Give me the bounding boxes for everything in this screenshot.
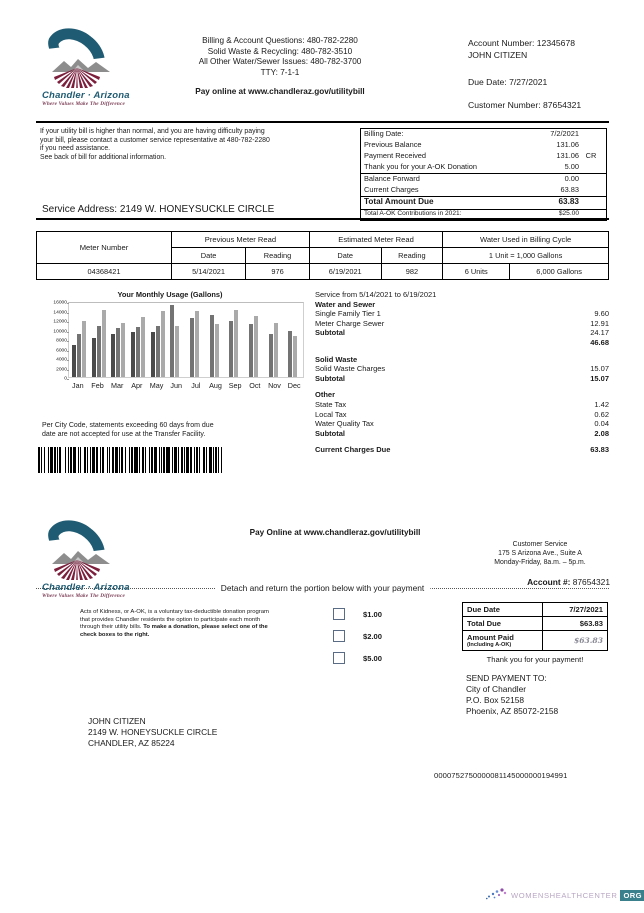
summary-row xyxy=(361,140,606,151)
chart-bar xyxy=(170,305,174,377)
header-divider xyxy=(36,121,609,123)
chart-bar xyxy=(190,318,194,377)
summary-row-label: Payment Received xyxy=(364,151,427,160)
chart-bar xyxy=(156,326,160,377)
send-payment-line-4: Phoenix, AZ 85072-2158 xyxy=(466,706,559,716)
charges-item-label: Water Quality Tax xyxy=(315,419,374,429)
chart-bar xyxy=(254,316,258,377)
summary-row-value: 131.06 xyxy=(556,140,579,149)
charges-subtotal-value: 15.07 xyxy=(590,373,609,383)
chandler-logo-mark-stub xyxy=(42,524,124,580)
chart-bar xyxy=(234,310,238,377)
contact-line-tty: TTY: 7-1-1 xyxy=(260,67,300,77)
charges-item-label: Local Tax xyxy=(315,409,347,419)
summary-row-label: Thank you for your A-OK Donation xyxy=(364,162,477,171)
notice-line-2: your bill, please contact a customer service representative at 480-782-2280 xyxy=(40,136,270,144)
summary-total-value: 63.83 xyxy=(558,197,579,206)
chart-x-label: Jun xyxy=(170,381,182,390)
cell-est-date: 6/19/2021 xyxy=(309,264,381,280)
chart-bar xyxy=(92,338,96,377)
chart-y-tickmark xyxy=(67,341,69,342)
watermark-dots-icon xyxy=(486,888,508,902)
paybox-amount-paid-subtitle: (Including A-OK) xyxy=(467,642,512,648)
chart-y-tick: 2000 xyxy=(56,367,67,372)
th-est-reading: Reading xyxy=(381,248,443,264)
th-water-used: Water Used in Billing Cycle xyxy=(443,232,609,248)
chandler-logo-stub xyxy=(42,524,128,599)
chart-y-tickmark xyxy=(67,360,69,361)
logo-city-name-stub: Chandler · Arizona xyxy=(42,582,130,593)
paybox-amount-paid-title: Amount Paid xyxy=(467,633,514,642)
charges-item-label: Meter Charge Sewer xyxy=(315,318,385,328)
chart-bar-group xyxy=(229,301,238,377)
summary-row xyxy=(361,173,606,185)
chart-bar xyxy=(141,317,145,377)
chart-x-label: Dec xyxy=(287,381,301,390)
chart-bar-group xyxy=(131,301,145,377)
chart-bar-group xyxy=(288,301,297,377)
chart-title: Your Monthly Usage (Gallons) xyxy=(117,290,223,299)
chart-x-label: Apr xyxy=(131,381,143,390)
donation-checkbox-group[interactable] xyxy=(333,603,382,669)
summary-total-label: Total Amount Due xyxy=(364,197,434,206)
chart-x-label: Nov xyxy=(268,381,281,390)
meter-reading-table xyxy=(36,231,609,280)
chandler-logo-mark xyxy=(42,32,124,88)
cs-line-1: Customer Service xyxy=(512,541,568,548)
contact-line-solidwaste: Solid Waste & Recycling: 480-782-3510 xyxy=(207,46,353,56)
th-prev-reading: Reading xyxy=(246,248,310,264)
service-address: Service Address: 2149 W. HONEYSUCKLE CIRCLE xyxy=(42,204,275,215)
charges-line-item xyxy=(315,410,609,420)
chart-note-line-2: date are not accepted for use at the Transfer Facility. xyxy=(42,430,206,438)
chart-x-axis-labels xyxy=(40,381,308,395)
notice-line-3: if you need assistance. xyxy=(40,145,111,153)
chart-y-tickmark xyxy=(67,351,69,352)
chart-y-tick: 16000 xyxy=(53,300,67,306)
chart-note-line-1: Per City Code, statements exceeding 60 days from due xyxy=(42,422,214,429)
summary-row xyxy=(361,185,606,196)
cs-line-3: Monday-Friday, 8a.m. – 5p.m. xyxy=(494,559,586,566)
table-header-row xyxy=(37,232,609,248)
donation-amount-2: $2.00 xyxy=(363,631,383,641)
summary-row-cr: CR xyxy=(585,151,597,160)
chart-bar xyxy=(210,315,214,377)
summary-aok-label: Total A-OK Contributions in 2021: xyxy=(364,210,462,217)
ocr-scanline: 0000752750000081145000000194991 xyxy=(434,771,568,780)
chart-y-tickmark xyxy=(67,379,69,380)
charges-current-due-value: 63.83 xyxy=(590,445,609,455)
chart-bar-group xyxy=(249,301,258,377)
logo-fan-icon xyxy=(54,560,100,580)
charges-subtotal xyxy=(315,328,609,338)
chart-x-label: Jan xyxy=(72,381,84,390)
chart-bar xyxy=(102,310,106,377)
transfer-facility-note xyxy=(42,422,302,439)
charges-heading-other: Other xyxy=(315,390,336,400)
chart-y-tickmark xyxy=(67,322,69,323)
cs-line-2: 175 S Arizona Ave., Suite A xyxy=(498,550,582,557)
chart-bar xyxy=(175,326,179,377)
send-payment-line-3: P.O. Box 52158 xyxy=(466,695,525,705)
chart-bar-group xyxy=(190,301,199,377)
summary-row-label: Balance Forward xyxy=(364,174,420,183)
chart-y-tick: 10000 xyxy=(53,329,67,334)
monthly-usage-chart xyxy=(40,302,308,380)
paybox-row-due-date xyxy=(463,603,608,617)
summary-row-label: Billing Date: xyxy=(364,129,404,138)
charges-item-label: Single Family Tier 1 xyxy=(315,309,381,319)
paybox-due-date-label: Due Date xyxy=(463,603,543,617)
stub-account-label: Account #: xyxy=(527,577,571,587)
chart-bar xyxy=(288,331,292,377)
chart-bar xyxy=(161,311,165,377)
payment-summary-box xyxy=(462,602,608,664)
chart-bar xyxy=(72,345,76,377)
aok-description xyxy=(80,609,280,639)
chart-bar xyxy=(151,332,155,377)
chart-bar xyxy=(111,334,115,377)
charges-current-due-label: Current Charges Due xyxy=(315,445,391,455)
chart-bar-group xyxy=(111,301,125,377)
send-payment-line-1: SEND PAYMENT TO: xyxy=(466,673,547,683)
charges-line-item xyxy=(315,309,609,319)
cell-est-reading: 982 xyxy=(381,264,443,280)
chart-y-tickmark xyxy=(67,313,69,314)
chart-bar xyxy=(97,326,101,377)
paybox-amount-paid-label xyxy=(463,631,543,651)
chart-y-tick: 6000 xyxy=(56,348,67,353)
header-customer-name: JOHN CITIZEN xyxy=(468,49,528,60)
chart-x-label: Oct xyxy=(249,381,261,390)
summary-row-value: 7/2/2021 xyxy=(550,129,579,138)
paybox-total-due-label: Total Due xyxy=(463,617,543,631)
charges-section-heading xyxy=(315,300,609,310)
stub-account-value: 87654321 xyxy=(572,577,610,587)
paybox-due-date-value: 7/27/2021 xyxy=(543,603,608,617)
charges-subtotal xyxy=(315,429,609,439)
summary-row-value: 0.00 xyxy=(564,174,579,183)
chart-bar xyxy=(82,321,86,377)
chart-bar xyxy=(229,321,233,377)
charges-service-period xyxy=(315,290,609,300)
charges-section-total-value: 46.68 xyxy=(590,337,609,347)
chart-bar xyxy=(131,332,135,377)
charges-item-label: State Tax xyxy=(315,399,347,409)
payment-assistance-notice xyxy=(40,128,350,162)
charges-section-heading xyxy=(315,355,609,365)
chart-y-tick: 4000 xyxy=(56,357,67,363)
aok-text-part-1: Acts of Kidness, or A-OK, is a voluntary tax-deductible donation program that provides Chandler residents the option to participate each month through their utility bills. xyxy=(80,609,269,631)
summary-row-label: Previous Balance xyxy=(364,140,422,149)
charges-item-value: 0.62 xyxy=(594,409,609,419)
chart-bar xyxy=(116,328,120,377)
paybox-row-amount-paid[interactable] xyxy=(463,631,608,651)
charges-line-item xyxy=(315,419,609,429)
chart-y-tickmark xyxy=(67,332,69,333)
charges-subtotal-value: 24.17 xyxy=(590,328,609,338)
chart-bar-group xyxy=(170,301,179,377)
charges-subtotal xyxy=(315,374,609,384)
charges-item-value: 15.07 xyxy=(590,364,609,374)
chart-x-label: May xyxy=(149,381,164,390)
chart-bar xyxy=(269,334,273,377)
paybox-total-due-value: $63.83 xyxy=(543,617,608,631)
charges-section-heading xyxy=(315,390,609,400)
chart-bar xyxy=(293,336,297,377)
donation-checkbox-2[interactable] xyxy=(333,630,345,642)
table-row xyxy=(37,264,609,280)
th-prev-date: Date xyxy=(172,248,246,264)
chart-y-tick: 14000 xyxy=(53,310,67,315)
watermark-text: WOMENSHEALTHCENTER xyxy=(511,890,618,900)
header-account-number: Account Number: 12345678 xyxy=(468,38,576,48)
header-customer-number: Customer Number: 87654321 xyxy=(468,99,582,110)
charges-section-total xyxy=(315,338,609,348)
watermark xyxy=(486,888,644,902)
chart-x-label: Mar xyxy=(110,381,124,390)
header-account-block xyxy=(468,38,638,111)
summary-row xyxy=(361,129,606,140)
donation-checkbox-3[interactable] xyxy=(333,652,345,664)
summary-row-value: 63.83 xyxy=(560,185,579,194)
detach-instruction: Detach and return the portion below with your payment xyxy=(215,583,430,593)
donation-amount-3: $5.00 xyxy=(363,653,383,663)
contact-line-billing: Billing & Account Questions: 480-782-2280 xyxy=(202,36,358,45)
charges-line-item xyxy=(315,364,609,374)
remit-address-block xyxy=(88,716,217,749)
charges-line-item xyxy=(315,400,609,410)
summary-row-value: 5.00 xyxy=(564,162,579,171)
charges-item-value: 9.60 xyxy=(594,309,609,319)
donation-option-2[interactable] xyxy=(333,625,382,647)
summary-row-label: Current Charges xyxy=(364,185,419,194)
th-meter-number: Meter Number xyxy=(37,232,172,264)
header-contact-block xyxy=(170,36,390,98)
donation-amount-1: $1.00 xyxy=(363,609,383,619)
logo-city-name: Chandler · Arizona xyxy=(42,90,130,101)
aok-text-part-2: To make a donation, please select one of the check boxes to the right. xyxy=(80,624,268,638)
chart-bar-group xyxy=(210,301,219,377)
summary-row-total xyxy=(361,196,606,209)
thank-you-message: Thank you for your payment! xyxy=(486,655,584,664)
chart-y-tick: 0 xyxy=(64,376,67,382)
chandler-logo-header xyxy=(42,32,128,107)
chart-bar-group xyxy=(151,301,165,377)
contact-line-watersewer: All Other Water/Sewer Issues: 480-782-3700 xyxy=(198,57,362,67)
chart-y-tickmark xyxy=(67,370,69,371)
stub-pay-online-link[interactable]: Pay Online at www.chandleraz.gov/utilitybill xyxy=(249,528,421,537)
charges-subtotal-label: Subtotal xyxy=(315,328,345,338)
chart-x-label: Feb xyxy=(91,381,104,390)
paybox-row-total-due xyxy=(463,617,608,631)
barcode-space xyxy=(222,447,223,473)
summary-row xyxy=(361,162,606,173)
cell-units: 6 Units xyxy=(443,264,510,280)
notice-line-1: If your utility bill is higher than normal, and you are having difficulty paying xyxy=(40,128,265,135)
stub-account-line xyxy=(440,577,610,587)
bill-barcode xyxy=(38,447,300,473)
th-previous-meter-read: Previous Meter Read xyxy=(172,232,310,248)
donation-option-3[interactable] xyxy=(333,647,382,669)
cell-meter-number: 04368421 xyxy=(37,264,172,280)
chart-bar-group xyxy=(72,301,86,377)
send-payment-to-block xyxy=(466,673,558,717)
logo-tagline-stub: Where Values Make The Difference xyxy=(42,593,125,599)
th-estimated-meter-read: Estimated Meter Read xyxy=(309,232,442,248)
chart-bar xyxy=(195,311,199,377)
remit-street: 2149 W. HONEYSUCKLE CIRCLE xyxy=(88,727,218,737)
charges-detail xyxy=(315,290,609,455)
chart-y-tick: 12000 xyxy=(53,319,67,325)
summary-aok-value: $25.00 xyxy=(558,210,579,217)
logo-fan-icon xyxy=(54,68,100,88)
cell-gallons: 6,000 Gallons xyxy=(510,264,609,280)
chart-bar xyxy=(136,327,140,377)
charges-item-value: 1.42 xyxy=(594,399,609,409)
send-payment-line-2: City of Chandler xyxy=(466,684,527,694)
charges-item-value: 12.91 xyxy=(590,318,609,328)
charges-heading-water-sewer: Water and Sewer xyxy=(315,299,376,309)
cell-prev-reading: 976 xyxy=(246,264,310,280)
chart-y-tickmark xyxy=(67,303,69,304)
chart-x-label: Aug xyxy=(209,381,222,390)
cell-prev-date: 5/14/2021 xyxy=(172,264,246,280)
charges-subtotal-label: Subtotal xyxy=(315,373,345,383)
chart-bar xyxy=(249,324,253,377)
chart-bar xyxy=(77,334,81,377)
chart-x-label: Sep xyxy=(228,381,242,390)
chart-bar xyxy=(274,323,278,377)
chart-plot-area xyxy=(53,300,304,382)
th-unit-note: 1 Unit = 1,000 Gallons xyxy=(443,248,609,264)
summary-row-value: 131.06 xyxy=(556,151,579,160)
charges-item-value: 0.04 xyxy=(594,419,609,429)
th-est-date: Date xyxy=(309,248,381,264)
charges-service-period-text: Service from 5/14/2021 to 6/19/2021 xyxy=(315,290,437,299)
header-pay-online-link[interactable]: Pay online at www.chandleraz.gov/utilitybill xyxy=(195,87,365,97)
chart-x-label: Jul xyxy=(191,381,201,390)
paybox-amount-paid-value[interactable]: $63.83 xyxy=(543,631,608,651)
remit-citystatezip: CHANDLER, AZ 85224 xyxy=(88,738,175,748)
chart-y-tick: 8000 xyxy=(56,338,67,344)
logo-tagline: Where Values Make The Difference xyxy=(42,101,125,107)
charges-line-item xyxy=(315,319,609,329)
charges-item-label: Solid Waste Charges xyxy=(315,364,386,374)
remit-name: JOHN CITIZEN xyxy=(88,716,146,726)
notice-line-4: See back of bill for additional information. xyxy=(40,153,167,161)
charges-subtotal-value: 2.08 xyxy=(594,428,609,438)
billing-summary-box xyxy=(360,128,607,221)
chart-bar-group xyxy=(269,301,278,377)
service-address-divider xyxy=(36,218,609,220)
charges-heading-solid-waste: Solid Waste xyxy=(315,354,358,364)
chart-bar-group xyxy=(92,301,106,377)
charges-current-due xyxy=(315,445,609,455)
chart-bar xyxy=(215,324,219,377)
header-due-date: Due Date: 7/27/2021 xyxy=(468,77,548,87)
donation-option-1[interactable] xyxy=(333,603,382,625)
customer-service-block xyxy=(470,540,610,567)
chart-bar xyxy=(121,323,125,377)
donation-checkbox-1[interactable] xyxy=(333,608,345,620)
summary-row xyxy=(361,151,606,162)
watermark-badge: ORG xyxy=(620,890,644,901)
charges-subtotal-label: Subtotal xyxy=(315,428,345,438)
